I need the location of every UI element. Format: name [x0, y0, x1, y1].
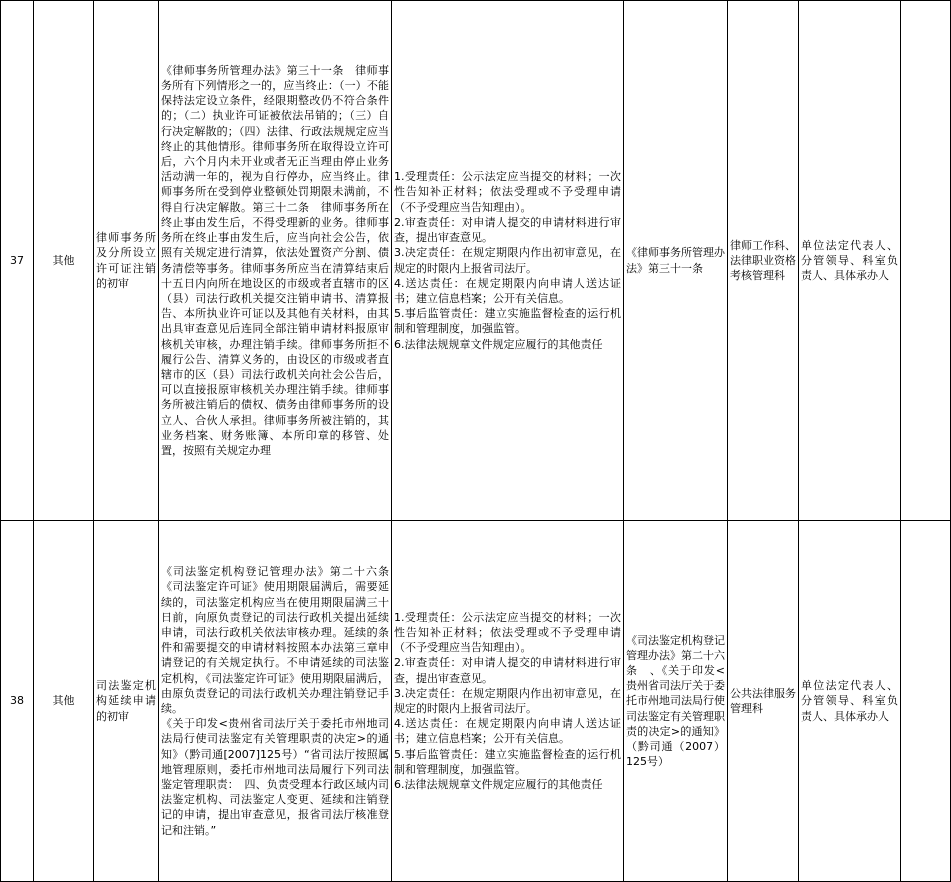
- responsibility-item: 1.受理责任：公示法定应当提交的材料；一次性告知补正材料；依法受理或不予受理申请（不予受理应当告知理由）。: [394, 610, 621, 655]
- row-number: 37: [1, 1, 34, 521]
- responsibility-item: 3.决定责任：在规定期限内作出初审意见，在规定的时限内上报省司法厅。: [394, 686, 621, 715]
- remark-cell: [901, 521, 951, 882]
- responsibility-basis: 《律师事务所管理办法》第三十一条: [624, 1, 728, 521]
- responsibility-item: 4.送达责任：在规定期限内向申请人送达证书；建立信息档案；公开有关信息。: [394, 276, 621, 305]
- legal-basis: 《律师事务所管理办法》第三十一条 律师事务所有下列情形之一的，应当终止：（一）不能保持法定设立条件，经限期整改仍不符合条件的；（二）执业许可证被依法吊销的；（三）自行决定解散的；（四）法律、行政法规规定应当终止的其他情形。律师事务所在取得设立许可后，六个月内未开业或者无正当理由停止业务活动满一年的，视为自行停办，应当终止。律师事务所在受到停业整顿处罚期限未满前，不得自行决定解散。第三十二条 律师事务所在终止事由发生后，不得受理新的业务。律师事务所在终止事由发生后，应当向社会公告，依照有关规定进行清算，依法处置资产分割、债务清偿等事务。律师事务所应当在清算结束后十五日内向所在地设区的市级或者直辖市的区（县）司法行政机关提交注销申请书、清算报告、本所执业许可证以及其他有关材料，由其出具审查意见后连同全部注销申请材料报原审核机关审核，办理注销手续。律师事务所拒不履行公告、清算义务的，由设区的市级或者直辖市的区（县）司法行政机关向社会公告后，可以直接报原审核机关办理注销手续。律师事务所被注销后的债权、债务由律师事务所的设立人、合伙人承担。律师事务所被注销的，其业务档案、财务账簿、本所印章的移管、处置，按照有关规定办理: [159, 1, 392, 521]
- table-row: [1, 521, 951, 882]
- responsibility-item: 5.事后监管责任：建立实施监督检查的运行机制和管理制度，加强监管。: [394, 747, 621, 776]
- responsible-subject: 单位法定代表人、分管领导、科室负责人、具体承办人: [799, 521, 901, 882]
- responsibility-item: 6.法律法规规章文件规定应履行的其他责任: [394, 337, 603, 351]
- responsibility-item: 6.法律法规规章文件规定应履行的其他责任: [394, 778, 603, 792]
- responsible-subject: 单位法定代表人、分管领导、科室负责人、具体承办人: [799, 1, 901, 521]
- responsibility-item: 1.受理责任：公示法定应当提交的材料；一次性告知补正材料；依法受理或不予受理申请（不予受理应当告知理由）。: [394, 170, 621, 214]
- item-name: 律师事务所及分所设立许可证注销的初审: [94, 1, 159, 521]
- responsibility-item: 2.审查责任：对申请人提交的申请材料进行审查，提出审查意见。: [394, 215, 621, 245]
- responsibility-list: [392, 521, 624, 882]
- legal-basis: 《司法鉴定机构登记管理办法》第二十六条 《司法鉴定许可证》使用期限届满后，需要延续的，司法鉴定机构应当在使用期限届满三十日前，向原负责登记的司法行政机关提出延续申请，司法行政机关依法审核办理。延续的条件和需要提交的申请材料按照本办法第三章申请登记的有关规定执行。不申请延续的司法鉴定机构，《司法鉴定许可证》使用期限届满后，由原负责登记的司法行政机关办理注销登记手续。 《关于印发<贵州省司法厅关于委托市州地司法局行使司法鉴定有关管理职责的决定>的通知》（黔司通[2007]125号）“省司法厅按照属地管理原则，委托市州地司法局履行下列司法鉴定管理职责： 四、负责受理本行政区域内司法鉴定机构、司法鉴定人变更、延续和注销登记的申请，提出审查意见，报省司法厅核准登记和注销。”: [159, 521, 392, 882]
- item-category: 其他: [34, 521, 94, 882]
- responsibility-item: 5.事后监管责任：建立实施监督检查的运行机制和管理制度，加强监管。: [394, 307, 621, 336]
- responsible-department: 律师工作科、法律职业资格考核管理科: [728, 1, 799, 521]
- responsibility-item: 3.决定责任：在规定期限内作出初审意见，在规定的时限内上报省司法厅。: [394, 246, 621, 275]
- remark-cell: [901, 1, 951, 521]
- item-name: 司法鉴定机构延续申请的初审: [94, 521, 159, 882]
- item-category: 其他: [34, 1, 94, 521]
- responsible-department: 公共法律服务管理科: [728, 521, 799, 882]
- responsibility-basis: 《司法鉴定机构登记管理办法》第二十六条 、《关于印发<贵州省司法厅关于委托市州地司法局行使司法鉴定有关管理职责的决定>的通知》（黔司通（2007）125号）: [624, 521, 728, 882]
- responsibility-list: [392, 1, 624, 521]
- table-row: [1, 1, 951, 521]
- responsibility-item: 4.送达责任：在规定期限内向申请人送达证书；建立信息档案；公开有关信息。: [394, 717, 621, 746]
- row-number: 38: [1, 521, 34, 882]
- responsibility-item: 2.审查责任：对申请人提交的申请材料进行审查，提出审查意见。: [394, 656, 621, 685]
